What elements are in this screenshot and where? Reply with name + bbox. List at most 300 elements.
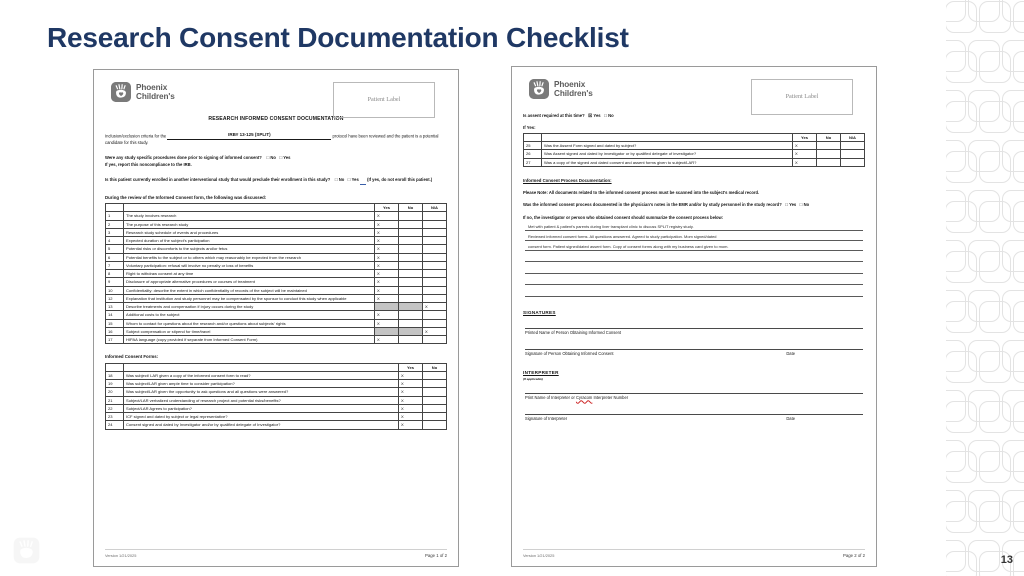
row-yes-mark: X bbox=[793, 142, 817, 150]
signature-caption bbox=[525, 350, 863, 357]
row-item-text: Right to withdraw consent at any time bbox=[124, 270, 375, 278]
decorative-square bbox=[1002, 490, 1024, 522]
review-table-header-row bbox=[106, 204, 447, 212]
row-number: 18 bbox=[106, 371, 124, 379]
decorative-square bbox=[968, 40, 1000, 72]
enrolled-yes-label: Yes bbox=[351, 177, 359, 183]
decorative-square bbox=[1013, 251, 1024, 283]
row-item-text: Voluntary participation: refusal will involve no penalty or loss of benefits bbox=[124, 261, 375, 269]
assent-checklist-table bbox=[523, 133, 865, 167]
footer-page-right: Page 2 of 2 bbox=[843, 552, 865, 558]
decorative-square bbox=[946, 1, 977, 33]
row-no-mark bbox=[399, 245, 423, 253]
decorative-square bbox=[946, 101, 977, 133]
row-number: 13 bbox=[106, 303, 124, 311]
assent-col-na: N/A bbox=[841, 133, 865, 141]
row-item-text: Was a copy of the signed and dated consent and assent forms given to subject/LAR? bbox=[542, 158, 793, 166]
row-na-mark bbox=[423, 237, 447, 245]
row-na-mark bbox=[423, 212, 447, 220]
footer-left bbox=[105, 549, 447, 559]
decorative-square bbox=[968, 340, 1000, 372]
row-no-mark bbox=[399, 336, 423, 344]
printed-name-label: Printed Name of Person Obtaining Informed Consent bbox=[525, 329, 622, 335]
table-row bbox=[524, 142, 865, 150]
row-number: 19 bbox=[106, 380, 124, 388]
patient-label-box-left bbox=[333, 82, 435, 118]
row-yes-mark: X bbox=[375, 278, 399, 286]
please-note-text: Please Note: All documents related to the informed consent process must be scanned into the subject's medical record. bbox=[523, 190, 760, 196]
patient-label-text-right: Patient Label bbox=[785, 92, 819, 100]
summary-line[interactable]: Met with patient & patient's parents during liver transplant clinic to discuss SPLIT registry study. bbox=[525, 224, 863, 231]
procedures-question-block bbox=[105, 155, 447, 168]
decorative-square bbox=[1002, 190, 1024, 222]
decorative-square bbox=[946, 301, 977, 333]
row-yes-mark: X bbox=[399, 380, 423, 388]
decorative-square bbox=[979, 151, 1011, 183]
procedures-question-text: Were any study specific procedures done prior to signing of informed consent? bbox=[105, 155, 262, 161]
document-page-1 bbox=[93, 69, 459, 567]
decorative-square bbox=[946, 490, 966, 522]
decorative-square bbox=[1002, 290, 1024, 322]
logo-line-1-right: Phoenix bbox=[554, 80, 586, 89]
decorative-square bbox=[979, 351, 1011, 383]
row-number: 9 bbox=[106, 278, 124, 286]
row-no-mark bbox=[399, 286, 423, 294]
logo-line-1: Phoenix bbox=[136, 83, 168, 92]
row-na-mark bbox=[423, 319, 447, 327]
footer-right bbox=[523, 549, 865, 559]
logo-wordmark-left bbox=[136, 82, 175, 101]
forms-col-item bbox=[124, 363, 399, 371]
interpreter-vendor-name: Cyracom bbox=[575, 394, 593, 400]
table-row bbox=[106, 388, 447, 396]
row-no-mark bbox=[423, 396, 447, 404]
row-item-text: Explanation that institution and study personnel may be compensated by the sponsor to conduct this study when applicable bbox=[124, 294, 375, 302]
row-no-mark bbox=[399, 270, 423, 278]
row-na-mark: X bbox=[423, 327, 447, 335]
interpreter-date-label: Date bbox=[786, 415, 795, 421]
table-row bbox=[106, 228, 447, 236]
decorative-square bbox=[946, 190, 966, 222]
row-yes-mark: X bbox=[375, 237, 399, 245]
table-row bbox=[106, 404, 447, 412]
decorative-square bbox=[946, 290, 966, 322]
decorative-square bbox=[979, 451, 1011, 483]
row-number: 21 bbox=[106, 396, 124, 404]
decorative-square bbox=[979, 201, 1011, 233]
row-yes-mark: X bbox=[375, 212, 399, 220]
procedures-yes-label: Yes bbox=[283, 155, 291, 161]
row-yes-mark: X bbox=[399, 421, 423, 429]
decorative-square bbox=[946, 340, 966, 372]
decorative-square bbox=[946, 240, 966, 272]
row-number: 14 bbox=[106, 311, 124, 319]
assent-col-num bbox=[524, 133, 542, 141]
row-item-text: Whom to contact for questions about the research and/or questions about subjects' rights bbox=[124, 319, 375, 327]
decorative-square bbox=[946, 451, 977, 483]
decorative-square bbox=[946, 0, 966, 22]
row-item-text: Was Assent signed and dated by investigator or by qualified delegate of investigator? bbox=[542, 150, 793, 158]
row-number: 7 bbox=[106, 261, 124, 269]
row-na-mark bbox=[423, 294, 447, 302]
row-no-mark bbox=[399, 212, 423, 220]
row-number: 3 bbox=[106, 228, 124, 236]
row-item-text: The study involves research bbox=[124, 212, 375, 220]
consent-process-summary bbox=[521, 224, 867, 297]
row-number: 26 bbox=[524, 150, 542, 158]
printed-name-field-block[interactable] bbox=[525, 328, 863, 336]
procedures-note-text: If yes, report this noncompliance to the IRB. bbox=[105, 162, 192, 168]
decorative-square bbox=[1013, 301, 1024, 333]
review-section-heading: During the review of the Informed Consent form, the following was discussed: bbox=[105, 194, 267, 200]
table-row bbox=[106, 270, 447, 278]
table-row bbox=[106, 396, 447, 404]
checkbox-procedures-yes[interactable]: □ bbox=[279, 155, 283, 161]
row-yes-mark: X bbox=[375, 270, 399, 278]
row-yes-mark: X bbox=[399, 371, 423, 379]
forms-col-num bbox=[106, 363, 124, 371]
table-row bbox=[106, 371, 447, 379]
row-no-mark bbox=[423, 413, 447, 421]
review-col-yes: Yes bbox=[375, 204, 399, 212]
row-item-text: Confidentiality: describe the extent in which confidentiality of records of the subject will be maintained bbox=[124, 286, 375, 294]
interpreter-subheading: (If applicable) bbox=[523, 377, 543, 382]
decorative-square bbox=[968, 0, 1000, 22]
review-table-body bbox=[106, 212, 447, 344]
row-yes-mark: X bbox=[399, 396, 423, 404]
summary-blank-line[interactable] bbox=[525, 265, 863, 274]
row-no-mark bbox=[423, 380, 447, 388]
phoenix-childrens-hand-icon bbox=[111, 82, 131, 102]
row-item-text: Subject/LAR verbalized understanding of research project and potential risks/benefits? bbox=[124, 396, 399, 404]
row-yes-mark: X bbox=[375, 228, 399, 236]
row-no-mark bbox=[399, 261, 423, 269]
logo-line-2: Children's bbox=[136, 92, 175, 102]
row-na-mark bbox=[423, 228, 447, 236]
table-row bbox=[106, 220, 447, 228]
table-row bbox=[106, 253, 447, 261]
decorative-square bbox=[979, 501, 1011, 533]
decorative-square bbox=[946, 401, 977, 433]
row-item-text: Disclosure of appropriate alternative procedures or courses of treatment bbox=[124, 278, 375, 286]
row-no-mark bbox=[423, 404, 447, 412]
checkbox-assent-no[interactable]: □ bbox=[604, 113, 607, 118]
procedures-no-label: No bbox=[270, 155, 276, 161]
decorative-square bbox=[979, 301, 1011, 333]
decorative-square bbox=[968, 140, 1000, 172]
row-yes-mark: X bbox=[375, 220, 399, 228]
review-col-no: No bbox=[399, 204, 423, 212]
decorative-square bbox=[979, 101, 1011, 133]
table-row bbox=[106, 237, 447, 245]
patient-label-text: Patient Label bbox=[367, 95, 401, 103]
row-na-mark bbox=[841, 158, 865, 166]
review-checklist-table bbox=[105, 203, 447, 344]
page-title: Research Consent Documentation Checklist bbox=[47, 22, 629, 53]
if-no-instruction: If no, the investigator or person who obtained consent should summarize the consent process below: bbox=[523, 215, 724, 221]
decorative-square bbox=[1002, 240, 1024, 272]
row-yes-mark: X bbox=[793, 158, 817, 166]
table-row bbox=[106, 311, 447, 319]
criteria-post-text: protocol have been reviewed and the patient is a potential candidate for this study. bbox=[105, 133, 439, 146]
forms-col-no: No bbox=[423, 363, 447, 371]
table-row bbox=[106, 327, 447, 335]
decorative-square bbox=[1013, 501, 1024, 533]
checkbox-enrolled-yes[interactable]: □ bbox=[347, 177, 351, 183]
assent-no-label: No bbox=[608, 113, 614, 118]
decorative-square bbox=[946, 440, 966, 472]
footer-page-left: Page 1 of 2 bbox=[425, 552, 447, 558]
checkbox-emr-no[interactable]: □ bbox=[799, 202, 803, 208]
row-no-mark bbox=[423, 421, 447, 429]
enrolled-no-label: No bbox=[338, 177, 345, 183]
row-item-text: Was the Assent Form signed and dated by subject? bbox=[542, 142, 793, 150]
decorative-square bbox=[946, 90, 966, 122]
row-number: 15 bbox=[106, 319, 124, 327]
decorative-square bbox=[968, 440, 1000, 472]
decorative-squares-pattern bbox=[946, 0, 1024, 576]
enrolled-question-block bbox=[105, 177, 447, 184]
row-item-text: Describe treatments and compensation if injury occurs during the study bbox=[124, 303, 375, 311]
forms-table-body bbox=[106, 371, 447, 429]
assent-yes-label: Yes bbox=[593, 113, 601, 118]
row-na-mark bbox=[423, 220, 447, 228]
row-number: 24 bbox=[106, 421, 124, 429]
row-number: 8 bbox=[106, 270, 124, 278]
signature-field-block[interactable] bbox=[525, 349, 863, 357]
row-na-mark bbox=[423, 245, 447, 253]
summary-blank-line[interactable] bbox=[525, 288, 863, 297]
row-number: 12 bbox=[106, 294, 124, 302]
row-yes-mark: X bbox=[399, 388, 423, 396]
row-no-mark bbox=[399, 278, 423, 286]
decorative-square bbox=[1013, 451, 1024, 483]
row-item-text: Research study schedule of events and procedures bbox=[124, 228, 375, 236]
decorative-square bbox=[1013, 151, 1024, 183]
emr-question-block bbox=[523, 202, 865, 209]
checkbox-enrolled-no[interactable]: □ bbox=[334, 177, 338, 183]
row-na-mark bbox=[423, 270, 447, 278]
row-na-mark bbox=[423, 253, 447, 261]
row-item-text: Subject/LAR Agrees to participation? bbox=[124, 404, 399, 412]
row-yes-mark bbox=[375, 327, 399, 335]
decorative-square bbox=[1013, 101, 1024, 133]
assent-table-body bbox=[524, 142, 865, 167]
interpreter-name-post: Interpreter Number bbox=[593, 394, 629, 400]
row-no-mark bbox=[399, 294, 423, 302]
row-item-text: ICF signed and dated by subject or legal representative? bbox=[124, 413, 399, 421]
decorative-square bbox=[979, 401, 1011, 433]
enrolled-note-text: (If yes, do not enroll this patient.) bbox=[367, 177, 433, 183]
decorative-square bbox=[946, 351, 977, 383]
row-yes-mark: X bbox=[375, 286, 399, 294]
assent-col-yes: Yes bbox=[793, 133, 817, 141]
decorative-square bbox=[946, 251, 977, 283]
row-number: 2 bbox=[106, 220, 124, 228]
row-number: 10 bbox=[106, 286, 124, 294]
row-na-mark bbox=[423, 261, 447, 269]
row-no-mark bbox=[399, 220, 423, 228]
decorative-square bbox=[946, 140, 966, 172]
interpreter-signature-field-block[interactable] bbox=[525, 414, 863, 422]
row-na-mark bbox=[841, 142, 865, 150]
phoenix-childrens-hand-icon-right bbox=[529, 79, 549, 99]
checkbox-assent-yes[interactable]: ☒ bbox=[588, 113, 593, 118]
inclusion-criteria-paragraph bbox=[105, 132, 447, 146]
row-yes-mark: X bbox=[399, 413, 423, 421]
signature-date-label: Date bbox=[786, 350, 795, 356]
document-heading-left: RESEARCH INFORMED CONSENT DOCUMENTATION bbox=[208, 116, 344, 122]
patient-label-box-right bbox=[751, 79, 853, 115]
decorative-square bbox=[979, 251, 1011, 283]
table-row bbox=[524, 158, 865, 166]
footer-version-right: Version 1/21/2025 bbox=[523, 552, 555, 558]
table-row bbox=[106, 261, 447, 269]
row-number: 20 bbox=[106, 388, 124, 396]
decorative-square bbox=[1002, 340, 1024, 372]
row-na-mark bbox=[423, 336, 447, 344]
row-yes-mark: X bbox=[375, 261, 399, 269]
decorative-square bbox=[946, 51, 977, 83]
row-number: 5 bbox=[106, 245, 124, 253]
row-yes-mark: X bbox=[375, 336, 399, 344]
logo-line-2-right: Children's bbox=[554, 89, 593, 99]
interpreter-signature-label: Signature of Interpreter bbox=[525, 415, 568, 421]
decorative-square bbox=[946, 201, 977, 233]
row-no-mark bbox=[399, 303, 423, 311]
row-no-mark bbox=[399, 237, 423, 245]
decorative-square bbox=[968, 240, 1000, 272]
decorative-square bbox=[946, 540, 966, 572]
row-na-mark bbox=[423, 286, 447, 294]
row-yes-mark: X bbox=[375, 311, 399, 319]
table-row bbox=[106, 319, 447, 327]
row-number: 23 bbox=[106, 413, 124, 421]
assent-col-item bbox=[542, 133, 793, 141]
row-number: 22 bbox=[106, 404, 124, 412]
table-row bbox=[524, 150, 865, 158]
row-yes-mark bbox=[375, 303, 399, 311]
decorative-square bbox=[968, 190, 1000, 222]
decorative-square bbox=[946, 151, 977, 183]
table-row bbox=[106, 380, 447, 388]
table-row bbox=[106, 212, 447, 220]
decorative-square bbox=[968, 490, 1000, 522]
row-item-text: Consent signed and dated by Investigator and/or by qualified delegate of Investigator? bbox=[124, 421, 399, 429]
table-row bbox=[106, 413, 447, 421]
row-no-mark bbox=[399, 253, 423, 261]
decorative-square bbox=[979, 51, 1011, 83]
row-no-mark bbox=[399, 319, 423, 327]
decorative-square bbox=[946, 390, 966, 422]
process-documentation-heading: Informed Consent Process Documentation: bbox=[523, 177, 612, 183]
row-item-text: Subject compensation or stipend for time/travel bbox=[124, 327, 375, 335]
logo-wordmark-right bbox=[554, 79, 593, 98]
table-row bbox=[106, 421, 447, 429]
phoenix-childrens-hand-logo-watermark bbox=[13, 537, 40, 564]
summary-blank-line[interactable] bbox=[525, 276, 863, 285]
signature-label: Signature of Person Obtaining Informed Consent bbox=[525, 350, 614, 356]
interpreter-name-field-block[interactable] bbox=[525, 393, 863, 401]
table-row bbox=[106, 286, 447, 294]
review-col-na: N/A bbox=[423, 204, 447, 212]
row-yes-mark: X bbox=[375, 245, 399, 253]
printed-name-caption bbox=[525, 329, 863, 336]
row-yes-mark: X bbox=[375, 294, 399, 302]
row-item-text: Was subject/LAR given ample time to consider participation? bbox=[124, 380, 399, 388]
row-yes-mark: X bbox=[793, 150, 817, 158]
emr-no-label: No bbox=[803, 202, 810, 208]
forms-section-heading: Informed Consent Forms: bbox=[105, 354, 159, 360]
row-no-mark bbox=[423, 371, 447, 379]
criteria-pre-text: Inclusion/exclusion criteria for the bbox=[105, 133, 167, 139]
row-item-text: Expected duration of the subject's participation bbox=[124, 237, 375, 245]
review-col-item bbox=[124, 204, 375, 212]
row-number: 27 bbox=[524, 158, 542, 166]
row-yes-mark: X bbox=[399, 404, 423, 412]
table-row bbox=[106, 336, 447, 344]
decorative-square bbox=[1002, 390, 1024, 422]
row-na-mark bbox=[423, 311, 447, 319]
protocol-fill-field[interactable]: IRB# 13-125 (SPLIT) bbox=[167, 132, 331, 140]
row-na-mark: X bbox=[423, 303, 447, 311]
row-no-mark bbox=[399, 327, 423, 335]
document-page-2 bbox=[511, 66, 877, 567]
row-number: 4 bbox=[106, 237, 124, 245]
decorative-square bbox=[946, 40, 966, 72]
summary-line[interactable]: consent form. Patient signed/dated assent form. Copy of consent forms along with my business card given to mom. bbox=[525, 244, 863, 251]
row-no-mark bbox=[399, 311, 423, 319]
table-row bbox=[106, 278, 447, 286]
summary-blank-line[interactable] bbox=[525, 253, 863, 262]
row-item-text: The purpose of this research study bbox=[124, 220, 375, 228]
row-no-mark bbox=[817, 142, 841, 150]
checkbox-emr-yes[interactable]: □ bbox=[785, 202, 788, 208]
row-no-mark bbox=[423, 388, 447, 396]
decorative-square bbox=[1013, 1, 1024, 33]
interpreter-name-label bbox=[525, 395, 628, 401]
decorative-square bbox=[1013, 401, 1024, 433]
interpreter-name-pre: Print Name of Interpreter or bbox=[525, 394, 575, 400]
decorative-square bbox=[979, 1, 1011, 33]
decorative-square bbox=[1002, 0, 1024, 22]
row-item-text: Additional costs to the subject bbox=[124, 311, 375, 319]
decorative-square bbox=[946, 551, 977, 576]
row-item-text: Was subject/ LAR given a copy of the informed consent form to read? bbox=[124, 371, 399, 379]
decorative-square bbox=[968, 540, 1000, 572]
slide-page-number: 13 bbox=[1000, 554, 1013, 566]
assent-question-text: Is assent required at this time? bbox=[523, 113, 585, 118]
signatures-heading: SIGNATURES bbox=[523, 309, 556, 315]
row-item-text: Potential benefits to the subject or to others which may reasonably be expected from the research bbox=[124, 253, 375, 261]
decorative-square bbox=[968, 390, 1000, 422]
table-row bbox=[106, 294, 447, 302]
row-yes-mark: X bbox=[375, 319, 399, 327]
emr-question-text: Was the informed consent process documented in the physician's notes in the EMR and/or by study personnel in the study record? bbox=[523, 202, 782, 208]
decorative-square bbox=[1002, 140, 1024, 172]
summary-line[interactable]: Reviewed informed consent forms. All questions answered. Agreed to study participation. Mom signed/dated bbox=[525, 234, 863, 241]
decorative-square bbox=[946, 501, 977, 533]
assent-col-no: No bbox=[817, 133, 841, 141]
checkbox-procedures-no[interactable]: □ bbox=[266, 155, 270, 161]
decorative-square bbox=[1002, 90, 1024, 122]
consent-forms-table bbox=[105, 363, 447, 430]
table-row bbox=[106, 245, 447, 253]
enrolled-question-text: Is this patient currently enrolled in another interventional study that would preclude their enrollment in this study? bbox=[105, 177, 331, 183]
decorative-square bbox=[1002, 440, 1024, 472]
interpreter-name-caption bbox=[525, 394, 863, 401]
decorative-square bbox=[1002, 40, 1024, 72]
